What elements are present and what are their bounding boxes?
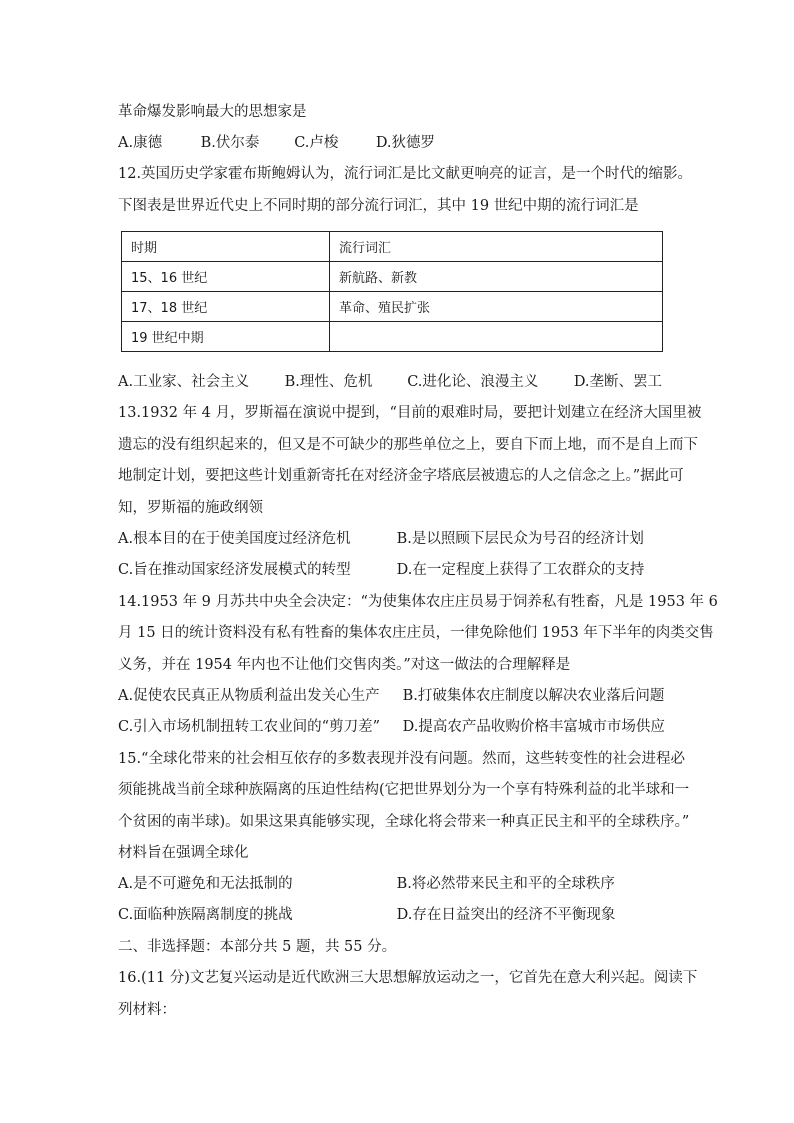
q14-stem-line-2: 月 15 日的统计资料没有私有牲畜的集体农庄庄员，一律免除他们 1953 年下半年的肉类交售 [118,625,714,641]
q12-option-b: B.理性、危机 [284,374,373,390]
table-cell-period: 15、16 世纪 [122,262,330,292]
q11-option-a: A.康德 [118,135,163,151]
q13-option-b: B.是以照顾下层民众为号召的经济计划 [396,531,644,547]
table-row [122,322,663,352]
q15-stem-line-3: 个贫困的南半球)。如果这果真能够实现，全球化将会带来一种真正民主和平的全球秩序。” [118,814,690,830]
q12-option-c: C.进化论、浪漫主义 [407,374,539,390]
q12-options [118,372,662,392]
table-header-row [122,232,663,262]
q14-options-row-2 [118,717,665,737]
q15-option-c: C.面临种族隔离制度的挑战 [118,907,293,923]
table-cell-period: 17、18 世纪 [122,292,330,322]
q14-option-d: D.提高农产品收购价格丰富城市市场供应 [402,719,665,735]
q16-stem-line-1: 16.(11 分)文艺复兴运动是近代欧洲三大思想解放运动之一，它首先在意大利兴起。阅读下 [118,970,698,986]
q15-stem-line-1: 15.“全球化带来的社会相互依存的多数表现并没有问题。然而，这些转变性的社会进程必 [118,751,685,767]
q14-stem-line-3: 义务，并在 1954 年内也不让他们交售肉类。”对这一做法的合理解释是 [118,657,571,673]
section-2-heading: 二、非选择题：本部分共 5 题，共 55 分。 [118,939,397,955]
q13-stem-line-3: 地制定计划，要把这些计划重新寄托在对经济金字塔底层被遗忘的人之信念之上。”据此可 [118,468,684,484]
q11-options [118,133,435,153]
q15-option-b: B.将必然带来民主和平的全球秩序 [396,876,615,892]
q13-stem-line-2: 遗忘的没有组织起来的，但又是不可缺少的那些单位之上，要自下而上地，而不是自上而下 [118,437,698,453]
table-row [122,262,663,292]
q15-option-d: D.存在日益突出的经济不平衡现象 [396,907,616,923]
q13-option-a: A.根本目的在于使美国度过经济危机 [118,531,351,547]
table-cell-vocabulary [330,322,663,352]
table-header-period: 时期 [122,232,330,262]
q14-option-c: C.引入市场机制扭转工农业间的“剪刀差” [118,719,381,735]
q15-options-row-2 [118,905,615,925]
q14-stem-line-1: 14.1953 年 9 月苏共中央全会决定：“为使集体农庄庄员易于饲养私有牲畜，凡是 1953 年 6 [118,594,718,610]
q15-stem-line-4: 材料旨在强调全球化 [118,845,249,861]
q14-option-a: A.促使农民真正从物质利益出发关心生产 [118,688,380,704]
q14-options-row-1 [118,686,664,706]
table-row [122,292,663,322]
q11-stem-tail: 革命爆发影响最大的思想家是 [118,104,307,120]
table-cell-period: 19 世纪中期 [122,322,330,352]
q11-option-b: B.伏尔泰 [200,135,260,151]
q12-option-a: A.工业家、社会主义 [118,374,250,390]
q15-options-row-1 [118,874,615,894]
q13-stem-line-1: 13.1932 年 4 月，罗斯福在演说中提到，“目前的艰难时局，要把计划建立在经济大国里被 [118,405,702,421]
q13-option-c: C.旨在推动国家经济发展模式的转型 [118,562,351,578]
q13-stem-line-4: 知，罗斯福的施政纲领 [118,500,263,516]
q11-option-c: C.卢梭 [294,135,339,151]
table-cell-vocabulary: 革命、殖民扩张 [330,292,663,322]
q12-stem-line-1: 12.英国历史学家霍布斯鲍姆认为，流行词汇是比文献更响亮的证言，是一个时代的缩影。 [118,166,693,182]
q11-option-d: D.狄德罗 [375,135,436,151]
q12-vocabulary-table [121,231,663,352]
q15-stem-line-2: 须能挑战当前全球种族隔离的压迫性结构(它把世界划分为一个享有特殊利益的北半球和一 [118,782,690,798]
table-header-vocabulary: 流行词汇 [330,232,663,262]
table-cell-vocabulary: 新航路、新教 [330,262,663,292]
q12-stem-line-2: 下图表是世界近代史上不同时期的部分流行词汇，其中 19 世纪中期的流行词汇是 [118,198,639,214]
q13-option-d: D.在一定程度上获得了工农群众的支持 [396,562,645,578]
q15-option-a: A.是不可避免和无法抵制的 [118,876,293,892]
q12-option-d: D.垄断、罢工 [573,374,663,390]
q13-options-row-1 [118,529,644,549]
q13-options-row-2 [118,560,644,580]
q14-option-b: B.打破集体农庄制度以解决农业落后问题 [402,688,665,704]
q16-stem-line-2: 列材料： [118,1002,176,1018]
